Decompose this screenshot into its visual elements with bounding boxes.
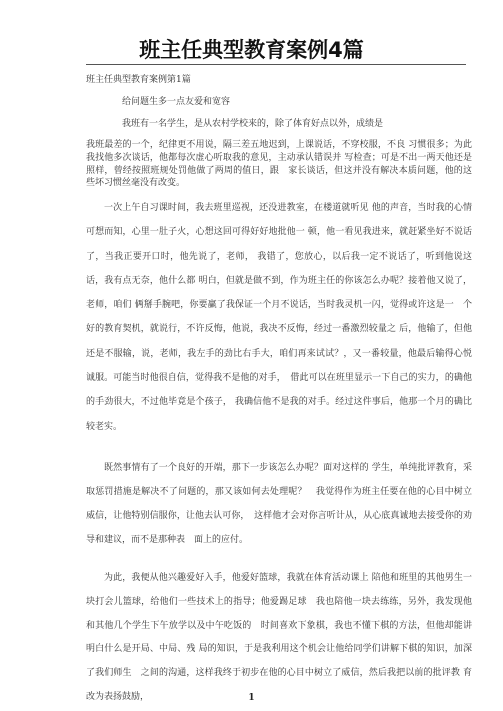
intro-line: 我班有一名学生，是从农村学校来的，除了体育好点以外，成绩是 <box>122 119 384 129</box>
paragraph-3: 既然事情有了一个良好的开端，那下一步该怎么办呢？面对这样的 学生，单纯批评教育，采取惩罚措施是解决不了问题的，那又该如何去处理呢？ 我觉得作为班主任要在他的心目中树立威信，让他特别信服你，让他去认可你， 这样他才会对你言听计从，从心底真诚地去接受你的劝导和建议，而不是那种表 面上的应付。 <box>86 463 472 545</box>
document-title: 班主任典型教育案例4篇 <box>139 38 364 62</box>
paragraph-1: 我班最差的一个，纪律更不用说，隔三差五地迟到，上课说话，不穿校服，不良 习惯很多；为此我找他多次谈话，他都每次虚心听取我的意见，主动承认错误并 写检查；可是不出一两天他还是照样，曾经按照班规处罚他做了两周的值日，跟 家长谈话，但这并没有解决本质问题，他的这些坏习惯丝毫没有改变。 <box>86 140 472 189</box>
page-number: 1 <box>248 693 255 703</box>
section-heading: 给问题生多一点友爱和宽容 <box>122 97 231 107</box>
case-subtitle: 班主任典型教育案例第1篇 <box>86 75 191 85</box>
paragraph-2: 一次上午自习课时间，我去班里巡视，还没进教室，在楼道就听见 他的声音，当时我的心情可想而知，心里一肚子火，心想这回可得好好地批他一 顿，他一看见我进来，就赶紧坐好不说话了，当我正要开口时，他先说了，老师， 我错了，您放心，以后我一定不说话了，听到他说这话，我有点无奈，他什么都 明白，但就是做不到，作为班主任的你该怎么办呢？接着他又说了，老师，咱们 俩掰手腕吧，你要赢了我保证一个月不说话，当时我灵机一闪，觉得或许这是一 个好的教育契机，就说行，不许反悔，他说，我决不反悔，经过一番激烈较量之 后，他输了，但他还是不服输，说，老师，我左手的劲比右手大，咱们再来试试？，又一番较量，他最后输得心悦诚服。可能当时他很自信，觉得我不是他的对手， 借此可以在班里显示一下自己的实力，的确他的手劲很大，不过他毕竟是个孩子， 我确信他不是我的对手。经过这件事后，他那一个月的确比较老实。 <box>86 203 472 432</box>
title-divider <box>86 64 466 65</box>
paragraph-4: 为此，我便从他兴趣爱好入手，他爱好篮球，我就在体育活动课上 陪他和班里的其他男生一块打会儿篮球，给他们一些技术上的指导；他爱踢足球 我也陪他一块去练练，另外，我发现他和其他几个学生下午放学以及中午吃饭的 时间喜欢下象棋，我也不懂下棋的方法，但他却能讲明白什么是开局、中局、残 局的知识，于是我利用这个机会让他给同学们讲解下棋的知识，加深了我们师生 之间的沟通，这样我终于初步在他的心目中树立了威信，然后我把以前的批评教 育改为表扬鼓励， <box>86 573 472 702</box>
